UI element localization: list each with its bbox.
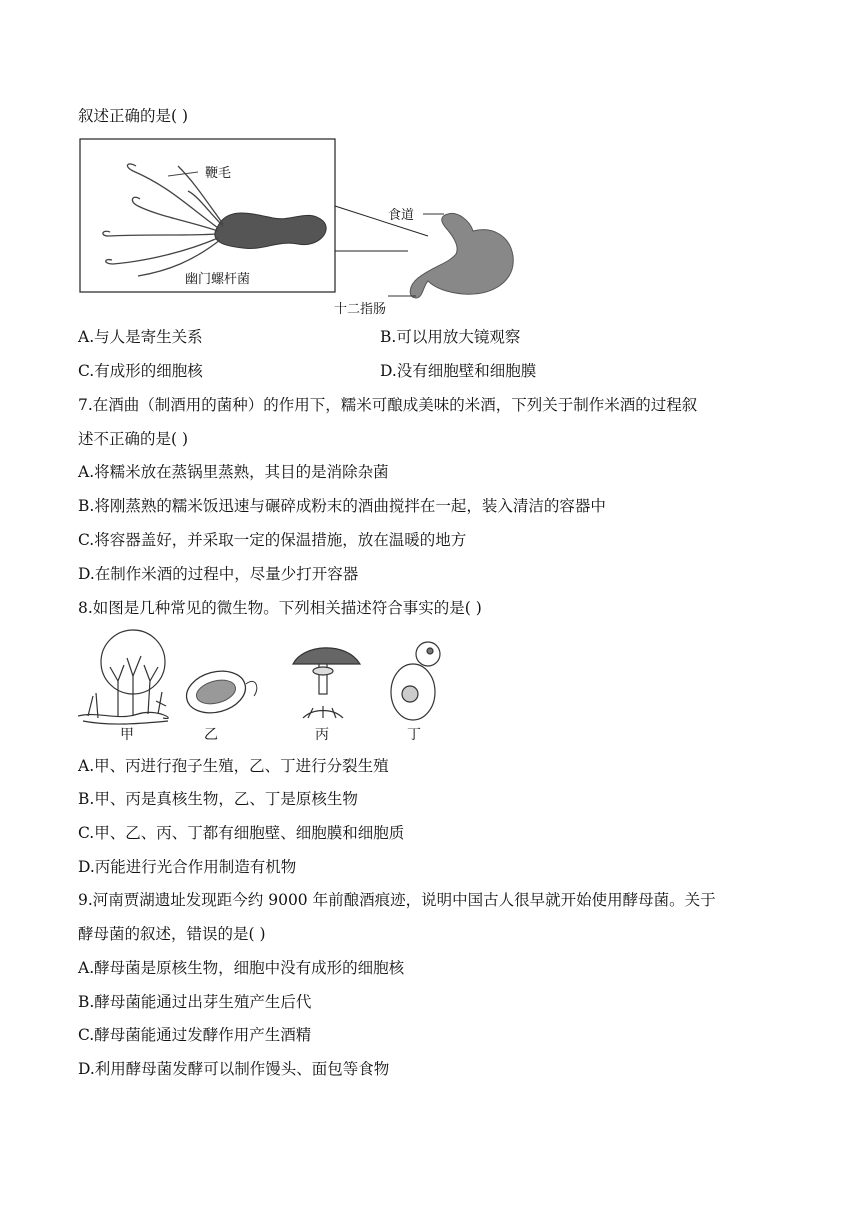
q9-stem-line1: 9.河南贾湖遗址发现距今约 9000 年前酿酒痕迹，说明中国古人很早就开始使用酵母菌。关于 xyxy=(78,891,716,909)
q9-stem-line2: 酵母菌的叙述，错误的是( ) xyxy=(78,925,266,943)
q7-option-a: A.将糯米放在蒸锅里蒸熟，其目的是消除杂菌 xyxy=(78,463,389,481)
q9-option-d: D.利用酵母菌发酵可以制作馒头、面包等食物 xyxy=(78,1060,390,1078)
q7-option-b: B.将刚蒸熟的糯米饭迅速与碾碎成粉末的酒曲搅拌在一起，装入清洁的容器中 xyxy=(78,497,606,515)
figure-label-jia: 甲 xyxy=(120,727,134,743)
q9-option-a: A.酵母菌是原核生物，细胞中没有成形的细胞核 xyxy=(78,959,405,977)
q7-stem-line1: 7.在酒曲（制酒用的菌种）的作用下，糯米可酿成美味的米酒，下列关于制作米酒的过程叙 xyxy=(78,396,698,414)
q8-stem: 8.如图是几种常见的微生物。下列相关描述符合事实的是( ) xyxy=(78,599,482,617)
figure-label-yi: 乙 xyxy=(204,727,218,743)
q9-option-b: B.酵母菌能通过出芽生殖产生后代 xyxy=(78,993,312,1011)
q8-option-c: C.甲、乙、丙、丁都有细胞壁、细胞膜和细胞质 xyxy=(78,824,405,842)
figure-label-ding: 丁 xyxy=(407,727,421,743)
bacterium-label: 幽门螺杆菌 xyxy=(185,272,251,287)
duodenum-label: 十二指肠 xyxy=(334,302,387,317)
q8-option-d: D.丙能进行光合作用制造有机物 xyxy=(78,858,297,876)
esophagus-label: 食道 xyxy=(388,208,415,223)
q6-option-c: C.有成形的细胞核 xyxy=(78,362,203,380)
q7-option-c: C.将容器盖好，并采取一定的保温措施，放在温暖的地方 xyxy=(78,531,467,549)
helicobacter-stomach-figure xyxy=(78,136,538,308)
q8-option-b: B.甲、丙是真核生物，乙、丁是原核生物 xyxy=(78,790,358,808)
q8-option-a: A.甲、丙进行孢子生殖，乙、丁进行分裂生殖 xyxy=(78,757,389,775)
mushroom-drawing xyxy=(293,648,360,718)
figure-label-bing: 丙 xyxy=(315,727,329,743)
flagella-label: 鞭毛 xyxy=(205,166,232,181)
q6-option-d: D.没有细胞壁和细胞膜 xyxy=(380,362,537,380)
q9-option-c: C.酵母菌能通过发酵作用产生酒精 xyxy=(78,1026,312,1044)
mold-drawing xyxy=(78,630,168,724)
q6-option-b: B.可以用放大镜观察 xyxy=(380,328,521,346)
q6-stem-tail: 叙述正确的是( ) xyxy=(78,107,189,125)
q6-option-a: A.与人是寄生关系 xyxy=(78,328,203,346)
q7-stem-line2: 述不正确的是( ) xyxy=(78,430,189,448)
q7-option-d: D.在制作米酒的过程中，尽量少打开容器 xyxy=(78,565,359,583)
yeast-drawing xyxy=(391,642,440,720)
bacterium-drawing xyxy=(182,665,257,719)
microorganisms-figure xyxy=(78,626,458,726)
